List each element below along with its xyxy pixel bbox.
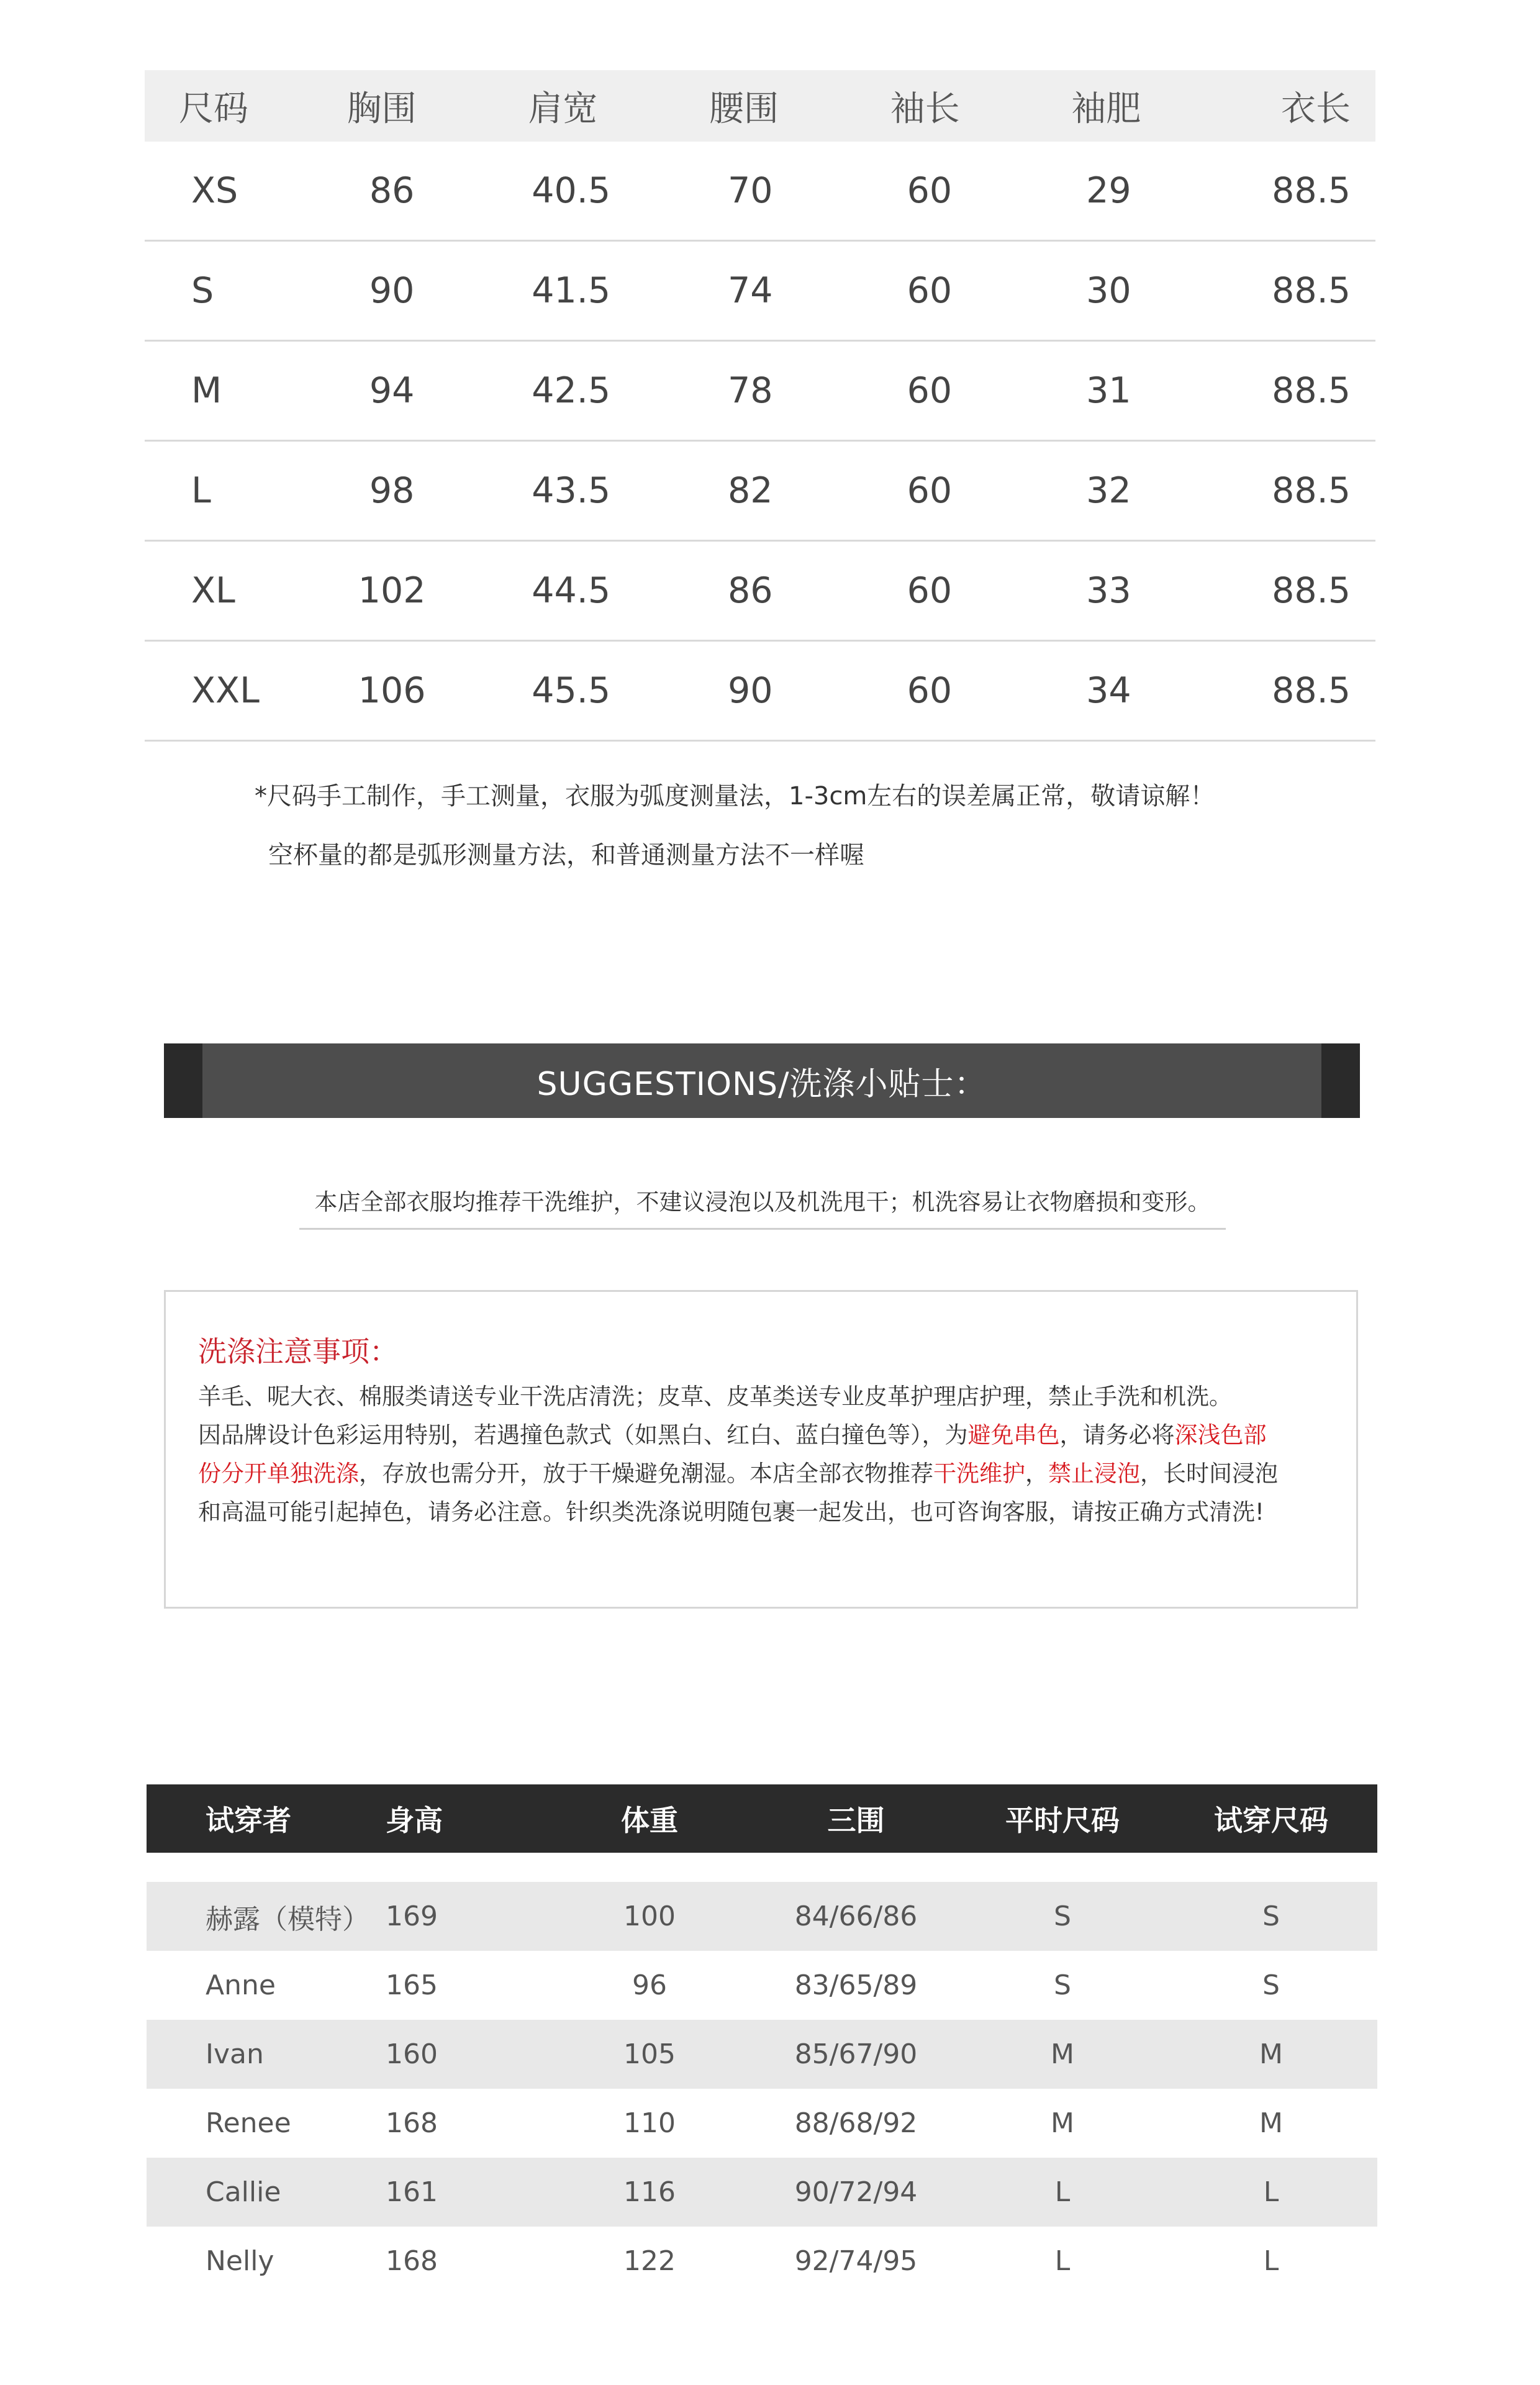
size-cell: 86 (728, 570, 773, 611)
size-chart-table (145, 70, 1375, 742)
size-row-xs (145, 142, 1375, 242)
size-cell: 102 (358, 570, 426, 611)
size-cell: 86 (369, 170, 415, 211)
fitting-header-cell: 体重 (621, 1804, 678, 1837)
fitting-row (147, 1951, 1377, 2020)
size-cell: 106 (358, 670, 426, 711)
size-cell: 82 (728, 470, 773, 511)
fitting-cell: L (1054, 2176, 1071, 2208)
fitting-cell: Nelly (206, 2245, 274, 2277)
fitting-header-gap (147, 1853, 1377, 1882)
fitting-cell: 赫露（模特） (206, 1903, 369, 1935)
size-cell: 29 (1086, 170, 1131, 211)
fitting-cell: 110 (623, 2107, 676, 2139)
fitting-cell: S (1054, 1901, 1071, 1932)
fitting-cell: M (1259, 2107, 1283, 2139)
size-row-l (145, 442, 1375, 542)
size-cell: 88.5 (1272, 170, 1351, 211)
care-notice-heading: 洗涤注意事项： (198, 1335, 398, 1368)
fitting-row (147, 2089, 1377, 2158)
suggestions-title: SUGGESTIONS/洗涤小贴士： (537, 1065, 987, 1103)
size-cell: 40.5 (532, 170, 611, 211)
size-cell: 44.5 (532, 570, 611, 611)
size-header-cell: 衣长 (1281, 88, 1351, 129)
care-line: 羊毛、呢大衣、棉服类请送专业干洗店清洗；皮草、皮革类送专业皮革护理店护理，禁止手洗和机洗。 (198, 1383, 1232, 1410)
fitting-cell: M (1259, 2038, 1283, 2070)
suggestions-banner (164, 1043, 1360, 1118)
size-cell: 60 (907, 170, 953, 211)
size-row-xl (145, 542, 1375, 642)
size-cell: 60 (907, 470, 953, 511)
size-cell: 60 (907, 270, 953, 311)
fitting-cell: 165 (386, 1969, 438, 2001)
size-cell: 88.5 (1272, 670, 1351, 711)
fitting-header-cell: 平时尺码 (1005, 1804, 1120, 1837)
fitting-cell: S (1262, 1969, 1280, 2001)
size-cell: L (191, 470, 211, 511)
fitting-cell: S (1262, 1901, 1280, 1932)
size-header-cell: 袖长 (890, 88, 960, 129)
size-cell: M (191, 370, 222, 411)
fitting-cell: Callie (206, 2176, 281, 2208)
size-cell: 78 (728, 370, 773, 411)
fitting-cell: 168 (386, 2245, 438, 2277)
measurement-notes (255, 767, 1310, 885)
fitting-header-cell: 试穿尺码 (1214, 1804, 1328, 1837)
fitting-cell: 84/66/86 (794, 1901, 918, 1932)
size-cell: 98 (369, 470, 415, 511)
size-cell: XS (191, 170, 238, 211)
size-cell: 30 (1086, 270, 1131, 311)
fitting-row (147, 2227, 1377, 2296)
fitting-header-cell: 三围 (827, 1804, 885, 1837)
care-warning-text: 干洗维护 (933, 1460, 1025, 1487)
fitting-cell: 88/68/92 (794, 2107, 918, 2139)
care-warning-text: 禁止浸泡 (1048, 1460, 1140, 1487)
care-text: ， (1025, 1460, 1048, 1487)
size-cell: 60 (907, 670, 953, 711)
fitting-row (147, 2158, 1377, 2227)
fitting-cell: L (1054, 2245, 1071, 2277)
fitting-cell: 90/72/94 (794, 2176, 918, 2208)
size-header-cell: 肩宽 (528, 88, 598, 129)
cup-measurement-note: 空杯量的都是弧形测量方法，和普通测量方法不一样喔 (268, 841, 864, 870)
size-cell: 32 (1086, 470, 1131, 511)
fitting-cell: S (1054, 1969, 1071, 2001)
care-warning-text: 避免串色 (967, 1422, 1060, 1448)
fitting-cell: 161 (386, 2176, 438, 2208)
care-notice-box (164, 1290, 1358, 1609)
size-cell: 43.5 (532, 470, 611, 511)
size-cell: 88.5 (1272, 570, 1351, 611)
size-cell: 41.5 (532, 270, 611, 311)
fitting-cell: 85/67/90 (794, 2038, 918, 2070)
size-cell: 33 (1086, 570, 1131, 611)
size-cell: 74 (728, 270, 773, 311)
fitting-header-row (147, 1784, 1377, 1853)
fitting-row (147, 1882, 1377, 1951)
size-row-s (145, 242, 1375, 342)
size-row-xxl (145, 642, 1375, 742)
care-warning-text: 深浅色部 (1174, 1422, 1267, 1448)
fitting-cell: 160 (386, 2038, 438, 2070)
size-cell: 70 (728, 170, 773, 211)
fitting-cell: 96 (632, 1969, 667, 2001)
fitting-cell: 169 (386, 1901, 438, 1932)
size-cell: 60 (907, 570, 953, 611)
fitting-cell: 116 (623, 2176, 676, 2208)
size-cell: 90 (369, 270, 415, 311)
fitting-cell: M (1051, 2038, 1074, 2070)
care-text: 因品牌设计色彩运用特别，若遇撞色款式（如黑白、红白、蓝白撞色等），为 (198, 1422, 968, 1448)
fitting-header-cell: 试穿者 (206, 1804, 291, 1837)
fitting-cell: Anne (206, 1969, 276, 2001)
fitting-cell: 105 (623, 2038, 676, 2070)
care-text: ，存放也需分开，放于干燥避免潮湿。本店全部衣物推荐 (359, 1460, 933, 1487)
fitting-cell: 122 (623, 2245, 676, 2277)
size-cell: 88.5 (1272, 470, 1351, 511)
care-warning-text: 份分开单独洗涤 (198, 1460, 359, 1487)
size-cell: 45.5 (532, 670, 611, 711)
care-text: ，请务必将 (1059, 1422, 1175, 1448)
care-text: ，长时间浸泡 (1140, 1460, 1278, 1487)
size-cell: 88.5 (1272, 370, 1351, 411)
fitting-cell: Renee (206, 2107, 291, 2139)
size-cell: XL (191, 570, 235, 611)
fitting-cell: L (1263, 2176, 1279, 2208)
fitting-header-cell: 身高 (386, 1804, 443, 1837)
size-cell: S (191, 270, 214, 311)
fitting-cell: L (1263, 2245, 1279, 2277)
size-cell: 60 (907, 370, 953, 411)
size-header-cell: 尺码 (179, 88, 248, 129)
size-cell: 34 (1086, 670, 1131, 711)
fitting-cell: 168 (386, 2107, 438, 2139)
care-notice-text (198, 1378, 1324, 1532)
fitting-cell: 92/74/95 (794, 2245, 918, 2277)
size-header-cell: 袖肥 (1071, 88, 1141, 129)
size-cell: 42.5 (532, 370, 611, 411)
fitting-table (147, 1784, 1377, 2296)
fitting-cell: 83/65/89 (794, 1969, 918, 2001)
suggestions-banner-inner (202, 1043, 1321, 1118)
size-header-cell: 胸围 (346, 88, 417, 129)
size-cell: 94 (369, 370, 415, 411)
size-header-cell: 腰围 (709, 88, 779, 129)
care-line: 和高温可能引起掉色，请务必注意。针织类洗涤说明随包裹一起发出，也可咨询客服，请按正确方式清洗! (198, 1499, 1264, 1525)
care-line (198, 1455, 1324, 1493)
fitting-cell: Ivan (206, 2038, 264, 2070)
size-cell: 90 (728, 670, 773, 711)
fitting-cell: M (1051, 2107, 1074, 2139)
fitting-row (147, 2020, 1377, 2089)
care-line (198, 1416, 1324, 1455)
size-cell: XXL (191, 670, 260, 711)
size-row-m (145, 342, 1375, 442)
size-cell: 31 (1086, 370, 1131, 411)
size-cell: 88.5 (1272, 270, 1351, 311)
measurement-note: *尺码手工制作，手工测量，衣服为弧度测量法，1-3cm左右的误差属正常，敬请谅解！ (255, 782, 1215, 811)
size-chart-header-row (145, 70, 1375, 142)
fitting-cell: 100 (623, 1901, 676, 1932)
dryclean-recommendation: 本店全部衣服均推荐干洗维护，不建议浸泡以及机洗甩干；机洗容易让衣物磨损和变形。 (299, 1183, 1226, 1230)
